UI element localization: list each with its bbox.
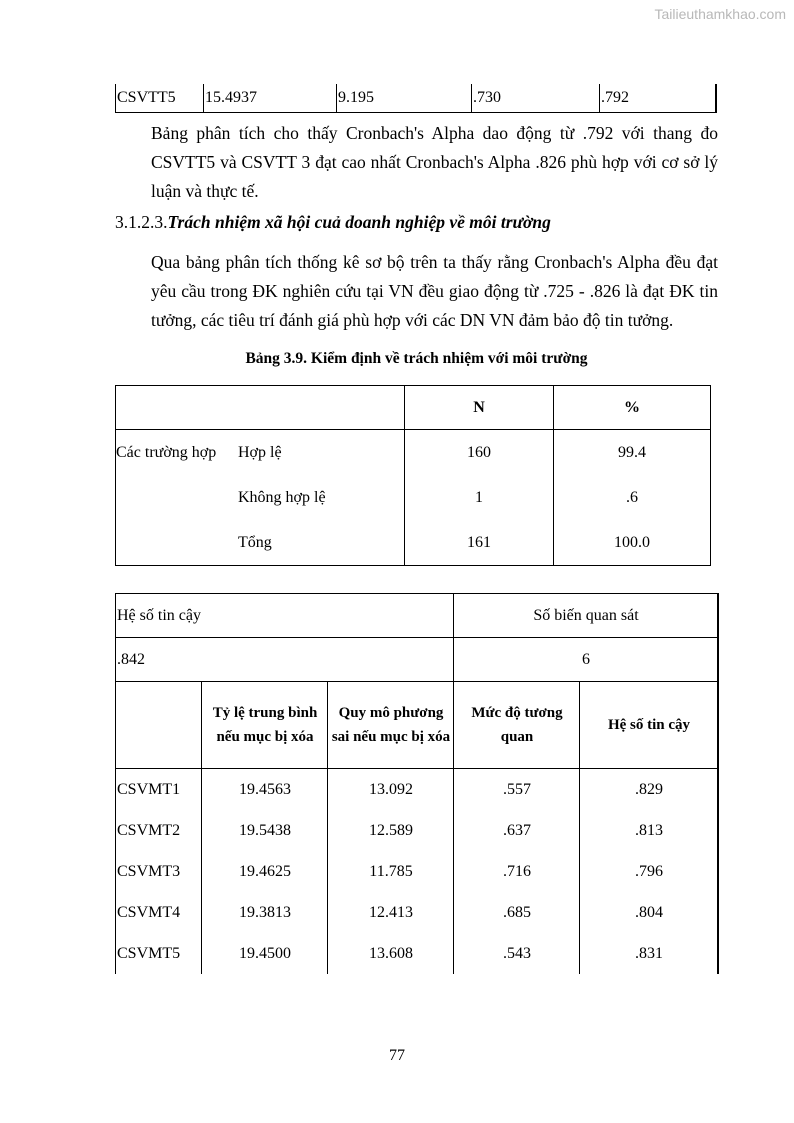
item-alpha: .831 xyxy=(580,933,719,974)
group-empty xyxy=(116,475,239,520)
item-alpha: .829 xyxy=(580,769,719,811)
items-label: Số biến quan sát xyxy=(454,594,719,638)
group-empty xyxy=(116,520,239,566)
items-value: 6 xyxy=(454,638,719,682)
prev-cell: 15.4937 xyxy=(204,84,337,113)
prev-cell: 9.195 xyxy=(337,84,472,113)
item-variance: 13.092 xyxy=(328,769,454,811)
header-empty xyxy=(116,682,202,769)
alpha-label: Hệ số tin cậy xyxy=(116,594,454,638)
item-correlation: .543 xyxy=(454,933,580,974)
cell-n: 160 xyxy=(405,430,554,476)
item-name: CSVMT4 xyxy=(116,892,202,933)
table-row xyxy=(116,892,719,933)
header-pct: % xyxy=(554,386,711,430)
prev-cell: .792 xyxy=(600,84,717,113)
table-row xyxy=(116,430,711,476)
item-variance: 13.608 xyxy=(328,933,454,974)
item-name: CSVMT2 xyxy=(116,810,202,851)
row-label: Không hợp lệ xyxy=(238,488,326,506)
item-correlation: .557 xyxy=(454,769,580,811)
item-mean: 19.3813 xyxy=(202,892,328,933)
item-mean: 19.4625 xyxy=(202,851,328,892)
header-empty xyxy=(238,386,405,430)
table-row xyxy=(116,769,719,811)
reliability-table xyxy=(115,593,719,974)
item-alpha: .813 xyxy=(580,810,719,851)
header-correlation: Mức độ tương quan xyxy=(454,682,580,769)
paragraph-1 xyxy=(115,119,718,206)
header-empty xyxy=(116,386,239,430)
item-variance: 12.413 xyxy=(328,892,454,933)
table-row xyxy=(116,851,719,892)
prev-cell: CSVTT5 xyxy=(116,84,204,113)
header-alpha-if-deleted: Hệ số tin cậy xyxy=(580,682,719,769)
item-variance: 11.785 xyxy=(328,851,454,892)
watermark: Tailieuthamkhao.com xyxy=(654,6,786,22)
item-mean: 19.5438 xyxy=(202,810,328,851)
section-title: Trách nhiệm xã hội cuả doanh nghiệp về môi trường xyxy=(167,212,551,232)
table-row xyxy=(116,520,711,566)
cell-n: 1 xyxy=(405,475,554,520)
header-n: N xyxy=(405,386,554,430)
item-mean: 19.4500 xyxy=(202,933,328,974)
item-alpha: .804 xyxy=(580,892,719,933)
item-correlation: .716 xyxy=(454,851,580,892)
paragraph-2 xyxy=(115,248,718,335)
page-number: 77 xyxy=(389,1047,405,1064)
row-label: Hợp lệ xyxy=(238,443,282,461)
paragraph-2-text: Qua bảng phân tích thống kê sơ bộ trên ta thấy rằng Cronbach's Alpha đều đạt yêu cầu trong ĐK nghiên cứu tại VN đều giao động từ .725 - .826 là đạt ĐK tin tưởng, các tiêu trí đánh giá phù hợp với các DN VN đảm bảo độ tin tưởng. xyxy=(151,252,718,330)
table-row xyxy=(116,933,719,974)
item-correlation: .637 xyxy=(454,810,580,851)
row-label: Tổng xyxy=(238,533,272,551)
item-variance: 12.589 xyxy=(328,810,454,851)
previous-table-row xyxy=(115,84,717,113)
item-name: CSVMT1 xyxy=(116,769,202,811)
header-mean-if-deleted: Tỷ lệ trung bình nếu mục bị xóa xyxy=(202,682,328,769)
item-correlation: .685 xyxy=(454,892,580,933)
prev-cell: .730 xyxy=(472,84,600,113)
item-mean: 19.4563 xyxy=(202,769,328,811)
table-caption: Bảng 3.9. Kiểm định về trách nhiệm với môi trường xyxy=(245,350,588,367)
table-row xyxy=(116,475,711,520)
cell-pct: .6 xyxy=(554,475,711,520)
item-name: CSVMT5 xyxy=(116,933,202,974)
table-row xyxy=(116,810,719,851)
paragraph-1-text: Bảng phân tích cho thấy Cronbach's Alpha dao động từ .792 với thang đo CSVTT5 và CSVTT 3 đạt cao nhất Cronbach's Alpha .826 phù hợp với cơ sở lý luận và thực tế. xyxy=(151,123,718,201)
cell-n: 161 xyxy=(405,520,554,566)
item-name: CSVMT3 xyxy=(116,851,202,892)
group-label: Các trường hợp xyxy=(116,443,217,461)
case-summary-table xyxy=(115,385,711,566)
cell-pct: 99.4 xyxy=(554,430,711,476)
section-heading xyxy=(115,212,551,233)
cell-pct: 100.0 xyxy=(554,520,711,566)
header-variance-if-deleted: Quy mô phương sai nếu mục bị xóa xyxy=(328,682,454,769)
item-alpha: .796 xyxy=(580,851,719,892)
alpha-value: .842 xyxy=(116,638,454,682)
section-number: 3.1.2.3. xyxy=(115,212,168,232)
